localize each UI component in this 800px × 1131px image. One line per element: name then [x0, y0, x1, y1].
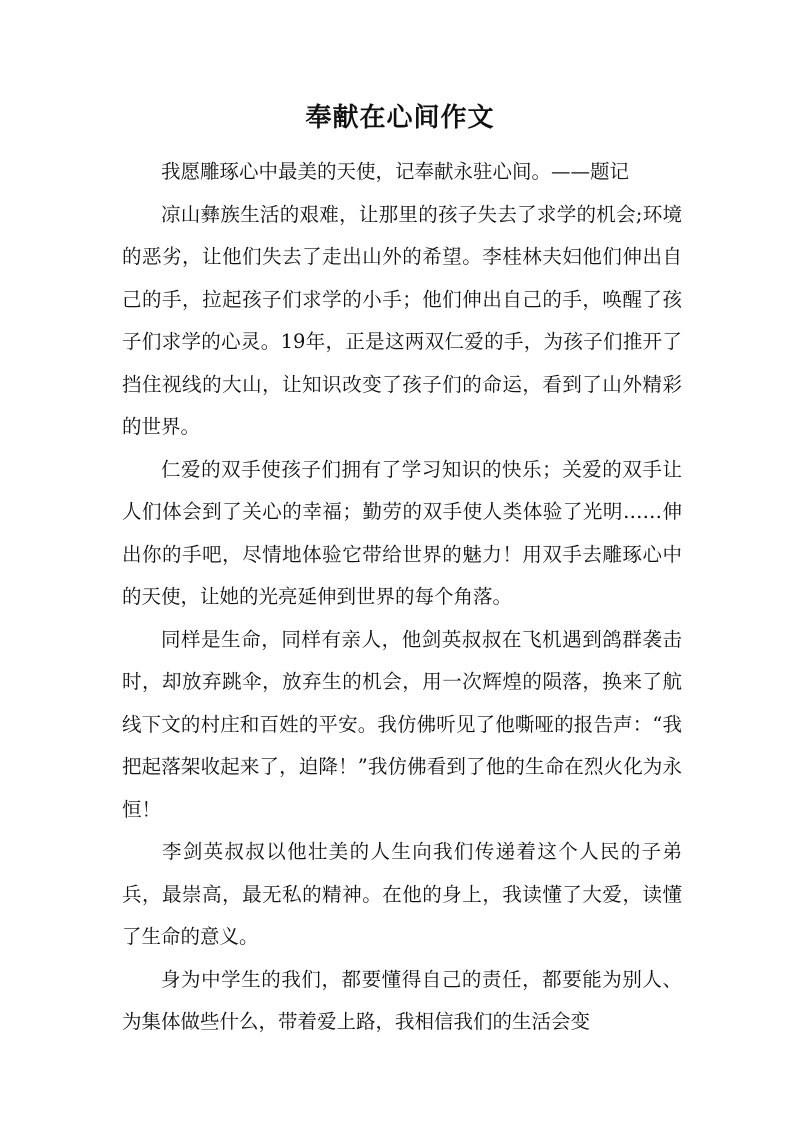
document-title: 奉献在心间作文 [305, 103, 495, 133]
paragraph-spirit: 李剑英叔叔以他壮美的人生向我们传递着这个人民的子弟兵，最崇高，最无私的精神。在他的身上，我读懂了大爱，读懂了生命的意义。 [122, 840, 682, 948]
paragraph-liangshan: 凉山彝族生活的艰难，让那里的孩子失去了求学的机会;环境的恶劣，让他们失去了走出山外的希望。李桂林夫妇他们伸出自己的手，拉起孩子们求学的小手；他们伸出自己的手，唤醒了孩子们求学的心灵。19年，正是这两双仁爱的手，为孩子们推开了挡住视线的大山，让知识改变了孩子们的命运，看到了山外精彩的世界。 [122, 202, 682, 438]
paragraph-responsibility: 身为中学生的我们，都要懂得自己的责任，都要能为别人、为集体做些什么，带着爱上路，我相信我们的生活会变 [122, 967, 682, 1033]
paragraph-li-jianying: 同样是生命，同样有亲人，他剑英叔叔在飞机遇到鸽群袭击时，却放弃跳伞，放弃生的机会，用一次辉煌的陨落，换来了航线下文的村庄和百姓的平安。我仿佛听见了他嘶哑的报告声：“我把起落架收起来了，迫降！”我仿佛看到了他的生命在烈火化为永恒！ [122, 627, 682, 821]
paragraph-loving-hands: 仁爱的双手使孩子们拥有了学习知识的快乐；关爱的双手让人们体会到了关心的幸福；勤劳的双手使人类体验了光明……伸出你的手吧，尽情地体验它带给世界的魅力！用双手去雕琢心中的天使，让她的光亮延伸到世界的每个角落。 [122, 457, 682, 608]
document-body [122, 151, 682, 1044]
paragraph-epigraph: 我愿雕琢心中最美的天使，记奉献永驻心间。——题记 [161, 160, 630, 183]
